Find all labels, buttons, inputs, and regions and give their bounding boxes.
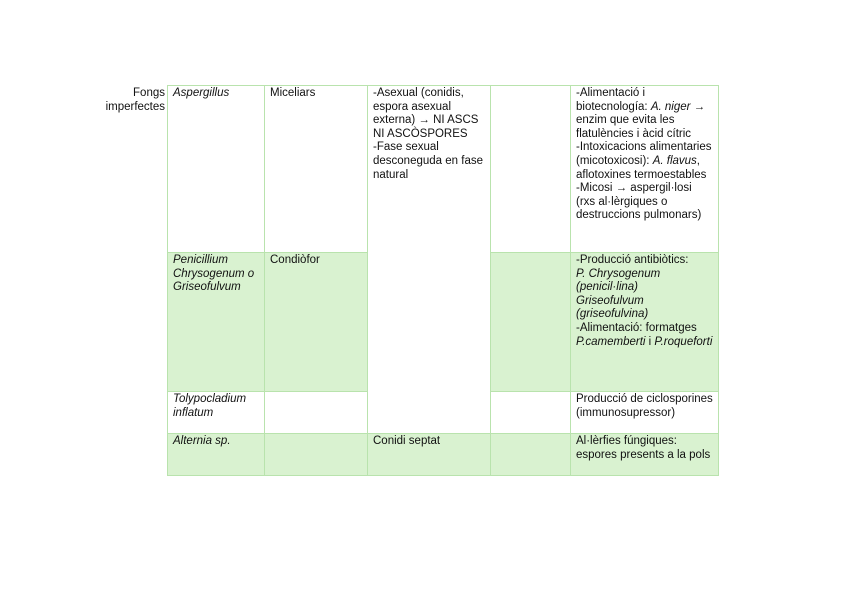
- genus-name: Tolypocladium inflatum: [173, 393, 247, 419]
- table-row: [168, 434, 719, 476]
- reproduction-line: -Fase sexual desconeguda en fase natural: [373, 141, 483, 181]
- reproduction-cell: [368, 86, 491, 434]
- table-row: [168, 86, 719, 253]
- genus-cell: [168, 253, 265, 392]
- importance-line: -Producció antibiòtics:: [576, 254, 689, 266]
- empty-cell: [491, 392, 571, 434]
- importance-cell: Producció de ciclosporines (immunosupressor): [571, 392, 719, 434]
- importance-cell: Al·lèrfies fúngiques: espores presents a la pols: [571, 434, 719, 476]
- importance-line: -Micosi → aspergil·losi (rxs al·lèrgiques o destruccions pulmonars): [576, 182, 702, 222]
- importance-line: -Alimentació i biotecnología: A. niger → enzim que evita les flatulències i àcid cítric: [576, 87, 706, 140]
- empty-cell: [491, 253, 571, 392]
- genus-cell: [168, 392, 265, 434]
- importance-line: Griseofulvum (griseofulvina): [576, 294, 649, 321]
- importance-line: -Intoxicacions alimentaries (micotoxicosi): A. flavus, aflotoxines termoestables: [576, 141, 712, 181]
- importance-line: -Alimentació: formatges P.camemberti i P.roqueforti: [576, 321, 713, 348]
- importance-cell: [571, 253, 719, 392]
- morphology-cell: Condiòfor: [265, 253, 368, 392]
- importance-cell: [571, 86, 719, 253]
- genus-name: Alternia sp.: [173, 435, 231, 447]
- genus-name: Penicillium Chrysogenum o Griseofulvum: [173, 254, 255, 294]
- reproduction-line: -Asexual (conidis, espora asexual externa) → NI ASCS NI ASCÒSPORES: [373, 87, 479, 140]
- importance-line: P. Chrysogenum (penicil·lina): [576, 267, 661, 294]
- morphology-cell: [265, 434, 368, 476]
- empty-cell: [491, 86, 571, 253]
- fungi-table: [167, 85, 719, 476]
- genus-cell: [168, 434, 265, 476]
- morphology-cell: Miceliars: [265, 86, 368, 253]
- empty-cell: [491, 434, 571, 476]
- genus-name: Aspergillus: [173, 87, 230, 99]
- morphology-cell: [265, 392, 368, 434]
- genus-cell: [168, 86, 265, 253]
- section-label: Fongs imperfectes: [105, 87, 165, 113]
- reproduction-cell: Conidi septat: [368, 434, 491, 476]
